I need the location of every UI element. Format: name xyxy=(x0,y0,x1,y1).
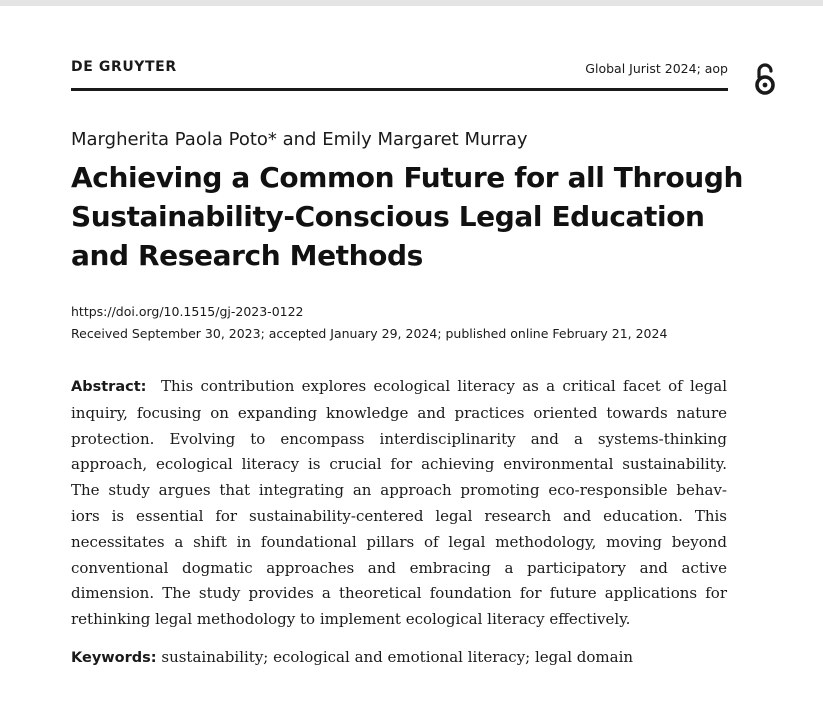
keywords-line xyxy=(71,648,633,666)
title-line: Achieving a Common Future for all Through xyxy=(71,161,743,194)
abstract-line: protection. Evolving to encompass interdisciplinarity and a systems-thinking xyxy=(71,429,727,448)
abstract-line: approach, ecological literacy is crucial for achieving environmental sustainability. xyxy=(71,455,727,474)
journal-citation: Global Jurist 2024; aop xyxy=(585,61,728,76)
header-rule xyxy=(71,88,728,91)
abstract-line: necessitates a shift in foundational pillars of legal methodology, moving beyond xyxy=(71,532,727,551)
abstract-line: The study argues that integrating an approach promoting eco-responsible behav- xyxy=(71,481,727,500)
top-gray-bar xyxy=(0,0,823,6)
abstract-label: Abstract: xyxy=(71,379,147,395)
keywords-text: sustainability; ecological and emotional literacy; legal domain xyxy=(161,648,634,666)
open-access-icon xyxy=(752,62,778,96)
title-line: Sustainability-Conscious Legal Education xyxy=(71,200,705,233)
abstract-line: iors is essential for sustainability-centered legal research and education. This xyxy=(71,506,727,525)
article-title xyxy=(71,158,771,275)
abstract-line: Abstract: This contribution explores ecological literacy as a critical facet of legal xyxy=(71,377,727,395)
abstract-line: rethinking legal methodology to implement ecological literacy effectively. xyxy=(71,610,631,629)
publisher-name: DE GRUYTER xyxy=(71,59,177,75)
author-list: Margherita Paola Poto* and Emily Margaret Murray xyxy=(71,129,528,150)
abstract-line: dimension. The study provides a theoretical foundation for future applications for xyxy=(71,584,727,603)
abstract-block xyxy=(71,374,727,633)
abstract-line: conventional dogmatic approaches and embracing a participatory and active xyxy=(71,558,727,577)
publication-dates: Received September 30, 2023; accepted January 29, 2024; published online February 21, 2024 xyxy=(71,326,668,341)
title-line: and Research Methods xyxy=(71,239,423,272)
keywords-label: Keywords: xyxy=(71,650,157,666)
abstract-line: inquiry, focusing on expanding knowledge and practices oriented towards nature xyxy=(71,403,727,422)
doi-link[interactable]: https://doi.org/10.1515/gj-2023-0122 xyxy=(71,304,304,319)
